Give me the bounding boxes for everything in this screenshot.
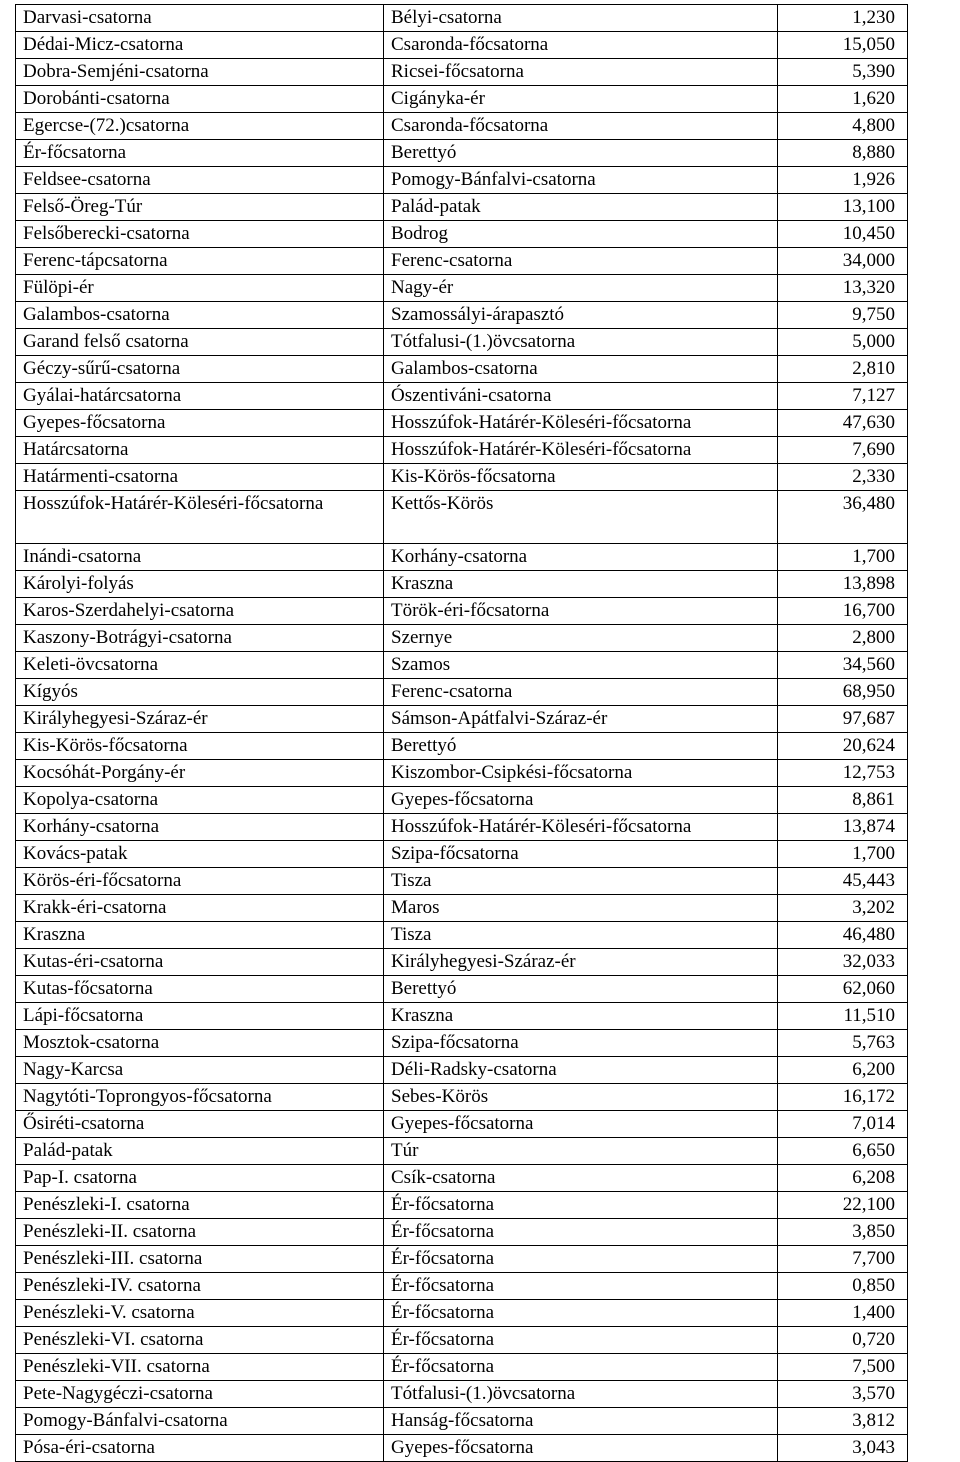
length-cell: 5,390 [778, 59, 908, 86]
canal-name-cell: Királyhegyesi-Száraz-ér [16, 706, 384, 733]
receiver-cell: Ér-főcsatorna [384, 1219, 778, 1246]
table-row [16, 221, 908, 248]
canal-name-cell: Kutas-éri-csatorna [16, 949, 384, 976]
canal-name-cell: Kutas-főcsatorna [16, 976, 384, 1003]
receiver-cell: Bélyi-csatorna [384, 5, 778, 32]
canal-name-cell: Felsőberecki-csatorna [16, 221, 384, 248]
length-cell: 34,000 [778, 248, 908, 275]
length-cell: 6,200 [778, 1057, 908, 1084]
table-row [16, 464, 908, 491]
table-row [16, 1354, 908, 1381]
table-row [16, 356, 908, 383]
canal-name-cell: Galambos-csatorna [16, 302, 384, 329]
length-cell: 2,800 [778, 625, 908, 652]
receiver-cell: Kis-Körös-főcsatorna [384, 464, 778, 491]
canal-name-cell: Mosztok-csatorna [16, 1030, 384, 1057]
table-row [16, 410, 908, 437]
length-cell: 13,874 [778, 814, 908, 841]
length-cell: 8,861 [778, 787, 908, 814]
length-cell: 20,624 [778, 733, 908, 760]
canal-name-cell: Fülöpi-ér [16, 275, 384, 302]
receiver-cell: Ér-főcsatorna [384, 1300, 778, 1327]
canal-name-cell: Ősiréti-csatorna [16, 1111, 384, 1138]
canal-name-cell: Garand felső csatorna [16, 329, 384, 356]
canal-name-cell: Felső-Öreg-Túr [16, 194, 384, 221]
canal-name-cell: Penészleki-VII. csatorna [16, 1354, 384, 1381]
canal-name-cell: Penészleki-IV. csatorna [16, 1273, 384, 1300]
length-cell: 34,560 [778, 652, 908, 679]
receiver-cell: Csík-csatorna [384, 1165, 778, 1192]
length-cell: 16,700 [778, 598, 908, 625]
canal-name-cell: Pomogy-Bánfalvi-csatorna [16, 1408, 384, 1435]
table-row [16, 895, 908, 922]
canal-name-cell: Dédai-Micz-csatorna [16, 32, 384, 59]
receiver-cell: Ferenc-csatorna [384, 248, 778, 275]
receiver-cell: Kraszna [384, 571, 778, 598]
length-cell: 3,850 [778, 1219, 908, 1246]
receiver-cell: Gyepes-főcsatorna [384, 1111, 778, 1138]
receiver-cell: Ér-főcsatorna [384, 1192, 778, 1219]
receiver-cell: Korhány-csatorna [384, 544, 778, 571]
canal-name-cell: Penészleki-I. csatorna [16, 1192, 384, 1219]
receiver-cell: Bodrog [384, 221, 778, 248]
table-row [16, 329, 908, 356]
length-cell: 22,100 [778, 1192, 908, 1219]
table-row [16, 1057, 908, 1084]
table-row [16, 86, 908, 113]
canal-name-cell: Darvasi-csatorna [16, 5, 384, 32]
table-row [16, 571, 908, 598]
receiver-cell: Hanság-főcsatorna [384, 1408, 778, 1435]
length-cell: 1,230 [778, 5, 908, 32]
table-row [16, 248, 908, 275]
length-cell: 0,850 [778, 1273, 908, 1300]
length-cell: 68,950 [778, 679, 908, 706]
canal-name-cell: Krakk-éri-csatorna [16, 895, 384, 922]
table-row [16, 733, 908, 760]
length-cell: 7,500 [778, 1354, 908, 1381]
table-row [16, 383, 908, 410]
length-cell: 13,898 [778, 571, 908, 598]
table-row [16, 598, 908, 625]
length-cell: 7,690 [778, 437, 908, 464]
canal-name-cell: Dorobánti-csatorna [16, 86, 384, 113]
length-cell: 2,810 [778, 356, 908, 383]
length-cell: 1,700 [778, 841, 908, 868]
receiver-cell: Hosszúfok-Határér-Köleséri-főcsatorna [384, 814, 778, 841]
table-row [16, 841, 908, 868]
canal-name-cell: Pósa-éri-csatorna [16, 1435, 384, 1462]
canal-name-cell: Határcsatorna [16, 437, 384, 464]
canal-name-cell: Kaszony-Botrágyi-csatorna [16, 625, 384, 652]
table-row [16, 1111, 908, 1138]
length-cell: 10,450 [778, 221, 908, 248]
table-row [16, 1192, 908, 1219]
table-row [16, 59, 908, 86]
receiver-cell: Ér-főcsatorna [384, 1327, 778, 1354]
canal-name-cell: Kopolya-csatorna [16, 787, 384, 814]
canal-name-cell: Palád-patak [16, 1138, 384, 1165]
receiver-cell: Hosszúfok-Határér-Köleséri-főcsatorna [384, 410, 778, 437]
canal-name-cell: Penészleki-VI. csatorna [16, 1327, 384, 1354]
receiver-cell: Cigányka-ér [384, 86, 778, 113]
receiver-cell: Déli-Radsky-csatorna [384, 1057, 778, 1084]
length-cell: 3,043 [778, 1435, 908, 1462]
receiver-cell: Berettyó [384, 733, 778, 760]
table-row [16, 949, 908, 976]
length-cell: 4,800 [778, 113, 908, 140]
receiver-cell: Berettyó [384, 140, 778, 167]
table-row [16, 1381, 908, 1408]
receiver-cell: Tótfalusi-(1.)övcsatorna [384, 1381, 778, 1408]
length-cell: 2,330 [778, 464, 908, 491]
length-cell: 1,700 [778, 544, 908, 571]
table-row [16, 1273, 908, 1300]
length-cell: 5,000 [778, 329, 908, 356]
canal-name-cell: Penészleki-V. csatorna [16, 1300, 384, 1327]
receiver-cell: Ószentiváni-csatorna [384, 383, 778, 410]
table-row [16, 1003, 908, 1030]
table-row [16, 1246, 908, 1273]
length-cell: 32,033 [778, 949, 908, 976]
length-cell: 6,208 [778, 1165, 908, 1192]
canal-name-cell: Ér-főcsatorna [16, 140, 384, 167]
receiver-cell: Török-éri-főcsatorna [384, 598, 778, 625]
receiver-cell: Tisza [384, 868, 778, 895]
table-row [16, 544, 908, 571]
length-cell: 36,480 [778, 491, 908, 544]
table-row [16, 706, 908, 733]
receiver-cell: Ferenc-csatorna [384, 679, 778, 706]
canal-name-cell: Körös-éri-főcsatorna [16, 868, 384, 895]
canal-name-cell: Penészleki-III. csatorna [16, 1246, 384, 1273]
canal-name-cell: Penészleki-II. csatorna [16, 1219, 384, 1246]
length-cell: 16,172 [778, 1084, 908, 1111]
table-row [16, 275, 908, 302]
receiver-cell: Szamos [384, 652, 778, 679]
canal-name-cell: Kis-Körös-főcsatorna [16, 733, 384, 760]
table-row [16, 1165, 908, 1192]
canal-name-cell: Dobra-Semjéni-csatorna [16, 59, 384, 86]
table-row [16, 5, 908, 32]
receiver-cell: Ér-főcsatorna [384, 1246, 778, 1273]
table-row [16, 760, 908, 787]
canal-name-cell: Ferenc-tápcsatorna [16, 248, 384, 275]
receiver-cell: Szernye [384, 625, 778, 652]
canal-name-cell: Lápi-főcsatorna [16, 1003, 384, 1030]
table-row [16, 194, 908, 221]
canal-name-cell: Károlyi-folyás [16, 571, 384, 598]
canal-name-cell: Feldsee-csatorna [16, 167, 384, 194]
length-cell: 3,202 [778, 895, 908, 922]
canal-name-cell: Géczy-sűrű-csatorna [16, 356, 384, 383]
receiver-cell: Sebes-Körös [384, 1084, 778, 1111]
receiver-cell: Szipa-főcsatorna [384, 1030, 778, 1057]
table-row [16, 679, 908, 706]
canal-name-cell: Pap-I. csatorna [16, 1165, 384, 1192]
canal-name-cell: Pete-Nagygéczi-csatorna [16, 1381, 384, 1408]
table-row [16, 1138, 908, 1165]
table-row [16, 167, 908, 194]
canal-table [15, 4, 908, 1462]
canal-name-cell: Gyepes-főcsatorna [16, 410, 384, 437]
canal-table-body [16, 5, 908, 1462]
length-cell: 13,100 [778, 194, 908, 221]
receiver-cell: Csaronda-főcsatorna [384, 32, 778, 59]
length-cell: 45,443 [778, 868, 908, 895]
canal-name-cell: Karos-Szerdahelyi-csatorna [16, 598, 384, 625]
canal-name-cell: Nagy-Karcsa [16, 1057, 384, 1084]
canal-name-cell: Inándi-csatorna [16, 544, 384, 571]
receiver-cell: Ér-főcsatorna [384, 1354, 778, 1381]
canal-name-cell: Hosszúfok-Határér-Köleséri-főcsatorna [16, 491, 384, 544]
length-cell: 13,320 [778, 275, 908, 302]
canal-name-cell: Kígyós [16, 679, 384, 706]
length-cell: 5,763 [778, 1030, 908, 1057]
length-cell: 7,014 [778, 1111, 908, 1138]
table-row [16, 625, 908, 652]
receiver-cell: Gyepes-főcsatorna [384, 787, 778, 814]
length-cell: 1,926 [778, 167, 908, 194]
length-cell: 15,050 [778, 32, 908, 59]
canal-name-cell: Kocsóhát-Porgány-ér [16, 760, 384, 787]
length-cell: 6,650 [778, 1138, 908, 1165]
table-row [16, 1219, 908, 1246]
table-row [16, 1300, 908, 1327]
canal-name-cell: Korhány-csatorna [16, 814, 384, 841]
table-row [16, 814, 908, 841]
length-cell: 9,750 [778, 302, 908, 329]
table-row [16, 1030, 908, 1057]
receiver-cell: Tisza [384, 922, 778, 949]
length-cell: 62,060 [778, 976, 908, 1003]
receiver-cell: Kraszna [384, 1003, 778, 1030]
length-cell: 47,630 [778, 410, 908, 437]
receiver-cell: Csaronda-főcsatorna [384, 113, 778, 140]
table-row [16, 922, 908, 949]
length-cell: 12,753 [778, 760, 908, 787]
table-row [16, 491, 908, 544]
receiver-cell: Kettős-Körös [384, 491, 778, 544]
canal-name-cell: Határmenti-csatorna [16, 464, 384, 491]
length-cell: 7,700 [778, 1246, 908, 1273]
length-cell: 1,400 [778, 1300, 908, 1327]
length-cell: 46,480 [778, 922, 908, 949]
length-cell: 11,510 [778, 1003, 908, 1030]
receiver-cell: Ricsei-főcsatorna [384, 59, 778, 86]
table-row [16, 976, 908, 1003]
table-row [16, 1435, 908, 1462]
receiver-cell: Ér-főcsatorna [384, 1273, 778, 1300]
canal-name-cell: Nagytóti-Toprongyos-főcsatorna [16, 1084, 384, 1111]
length-cell: 8,880 [778, 140, 908, 167]
receiver-cell: Maros [384, 895, 778, 922]
table-row [16, 1408, 908, 1435]
receiver-cell: Szamossályi-árapasztó [384, 302, 778, 329]
table-row [16, 32, 908, 59]
length-cell: 0,720 [778, 1327, 908, 1354]
table-row [16, 437, 908, 464]
length-cell: 1,620 [778, 86, 908, 113]
receiver-cell: Kiszombor-Csipkési-főcsatorna [384, 760, 778, 787]
canal-name-cell: Kraszna [16, 922, 384, 949]
receiver-cell: Királyhegyesi-Száraz-ér [384, 949, 778, 976]
table-row [16, 1084, 908, 1111]
receiver-cell: Tótfalusi-(1.)övcsatorna [384, 329, 778, 356]
table-row [16, 652, 908, 679]
receiver-cell: Palád-patak [384, 194, 778, 221]
table-row [16, 302, 908, 329]
receiver-cell: Pomogy-Bánfalvi-csatorna [384, 167, 778, 194]
receiver-cell: Sámson-Apátfalvi-Száraz-ér [384, 706, 778, 733]
receiver-cell: Szipa-főcsatorna [384, 841, 778, 868]
canal-name-cell: Keleti-övcsatorna [16, 652, 384, 679]
table-row [16, 787, 908, 814]
receiver-cell: Berettyó [384, 976, 778, 1003]
table-row [16, 113, 908, 140]
receiver-cell: Galambos-csatorna [384, 356, 778, 383]
length-cell: 7,127 [778, 383, 908, 410]
receiver-cell: Gyepes-főcsatorna [384, 1435, 778, 1462]
length-cell: 3,570 [778, 1381, 908, 1408]
receiver-cell: Nagy-ér [384, 275, 778, 302]
table-row [16, 868, 908, 895]
table-row [16, 140, 908, 167]
length-cell: 97,687 [778, 706, 908, 733]
receiver-cell: Hosszúfok-Határér-Köleséri-főcsatorna [384, 437, 778, 464]
length-cell: 3,812 [778, 1408, 908, 1435]
table-row [16, 1327, 908, 1354]
canal-name-cell: Gyálai-határcsatorna [16, 383, 384, 410]
canal-name-cell: Kovács-patak [16, 841, 384, 868]
canal-name-cell: Egercse-(72.)csatorna [16, 113, 384, 140]
receiver-cell: Túr [384, 1138, 778, 1165]
